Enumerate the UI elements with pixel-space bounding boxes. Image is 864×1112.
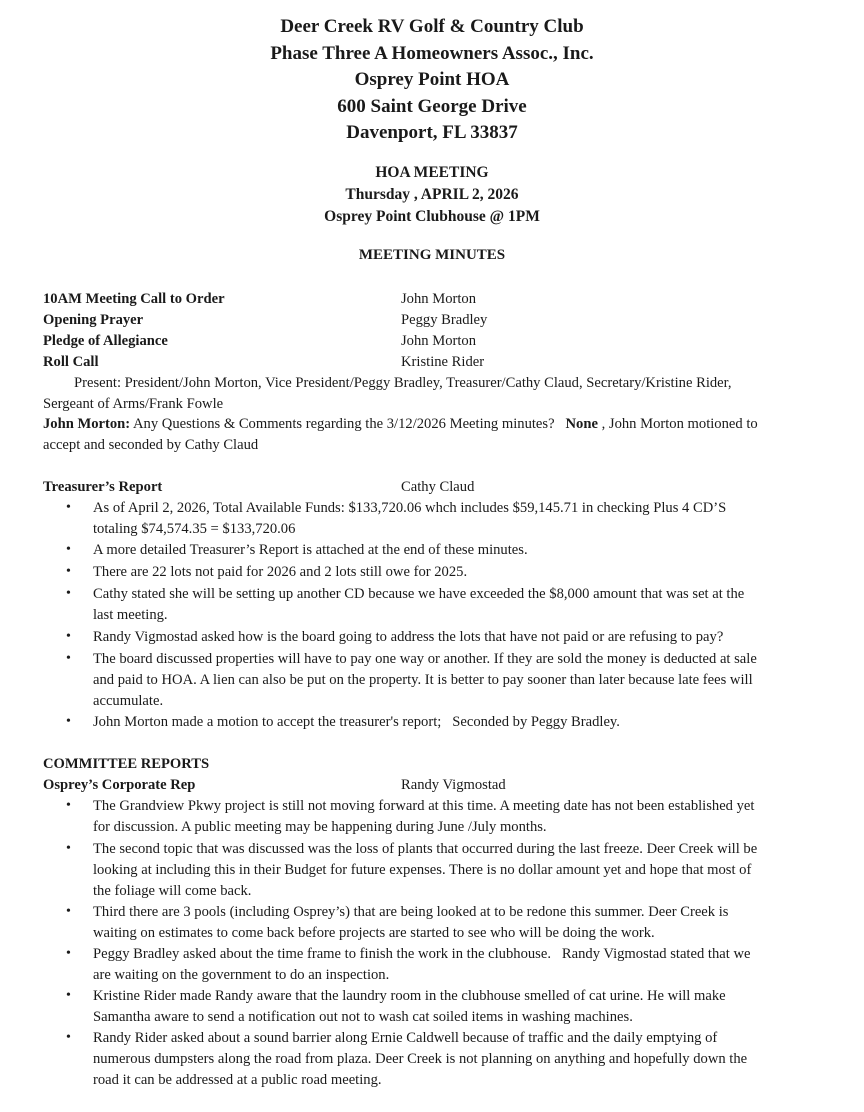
list-item — [93, 986, 818, 1028]
list-item — [93, 796, 818, 838]
minutes-title: MEETING MINUTES — [358, 247, 506, 263]
committee-person: Randy Vigmostad — [401, 777, 506, 793]
list-item-line: the foliage will come back. — [93, 882, 252, 899]
agenda-label: Roll Call — [43, 354, 99, 370]
list-item-line: • There are 22 lots not paid for 2026 and 2 lots still owe for 2025. — [93, 564, 468, 580]
meeting-location: Osprey Point Clubhouse @ 1PM — [324, 208, 540, 225]
approval-text: Any Questions & Comments regarding the 3/12/2026 Meeting minutes? — [130, 416, 566, 432]
list-item — [93, 584, 818, 626]
list-item-line: road it can be addressed at a public road meeting. — [93, 1071, 382, 1088]
approval-text-end: , John Morton motioned to — [597, 416, 758, 432]
committee-title: COMMITTEE REPORTS — [43, 756, 210, 772]
list-item-line: • As of April 2, 2026, Total Available Funds: $133,720.06 whch includes $59,145.71 in checking Plus 4 CD’S — [93, 500, 727, 516]
list-item-line: accumulate. — [93, 692, 164, 709]
approval-none: None — [565, 416, 598, 432]
meeting-date: Thursday , APRIL 2, 2026 — [345, 186, 519, 203]
org-name: Deer Creek RV Golf & Country Club — [280, 16, 584, 37]
list-item-line: totaling $74,574.35 = $133,720.06 — [93, 520, 296, 537]
organization-header — [0, 14, 864, 147]
city-state-zip: Davenport, FL 33837 — [346, 122, 518, 143]
list-item-line: last meeting. — [93, 606, 168, 623]
list-item-line: • Peggy Bradley asked about the time frame to finish the work in the clubhouse. Randy Vigmostad stated that we — [93, 946, 751, 962]
list-item-line: • John Morton made a motion to accept the treasurer's report; Seconded by Peggy Bradley. — [93, 714, 620, 730]
list-item-line: • A more detailed Treasurer’s Report is attached at the end of these minutes. — [93, 542, 528, 558]
agenda-person: Peggy Bradley — [401, 312, 488, 328]
agenda-person: John Morton — [401, 333, 476, 349]
list-item-line: looking at including this in their Budget for future expenses. There is no dollar amount yet and hope that most of — [93, 861, 752, 878]
list-item-line: • Randy Vigmostad asked how is the board going to address the lots that have not paid or are refusing to pay? — [93, 629, 724, 645]
list-item — [93, 944, 818, 986]
list-item-line: • The Grandview Pkwy project is still not moving forward at this time. A meeting date has not been established yet — [93, 798, 755, 814]
list-item — [93, 839, 818, 901]
list-item-line: waiting on estimates to come back before projects are started to see who will be doing the work. — [93, 924, 655, 941]
approval-line: accept and seconded by Cathy Claud — [43, 436, 259, 453]
attendance-line: Sergeant of Arms/Frank Fowle — [43, 395, 224, 412]
list-item-line: numerous dumpsters along the road from plaza. Deer Creek is not planning on anything and hopefully down the — [93, 1050, 748, 1067]
agenda-person: John Morton — [401, 291, 476, 307]
attendance-paragraph — [43, 373, 818, 415]
minutes-approval-paragraph — [43, 414, 818, 456]
list-item — [93, 649, 818, 711]
agenda-label: 10AM Meeting Call to Order — [43, 291, 225, 307]
street-address: 600 Saint George Drive — [337, 95, 527, 117]
list-item-line: and paid to HOA. A lien can also be put on the property. It is better to pay sooner than later because late fees will — [93, 671, 753, 688]
list-item-line: • Cathy stated she will be setting up another CD because we have exceeded the $8,000 amount that was set at the — [93, 586, 745, 602]
list-item — [93, 902, 818, 944]
list-item-line: • The second topic that was discussed was the loss of plants that occurred during the last freeze. Deer Creek will be — [93, 841, 758, 857]
agenda-label: Opening Prayer — [43, 312, 144, 328]
committee-label: Osprey’s Corporate Rep — [43, 777, 196, 793]
list-item-line: • Randy Rider asked about a sound barrier along Ernie Caldwell because of traffic and the daily emptying of — [93, 1030, 718, 1046]
list-item-line: • Kristine Rider made Randy aware that the laundry room in the clubhouse smelled of cat urine. He will make — [93, 988, 726, 1004]
list-item — [93, 712, 818, 733]
agenda-person: Kristine Rider — [401, 354, 485, 370]
speaker-name: John Morton: — [43, 416, 131, 432]
list-item — [93, 627, 818, 648]
association-name: Phase Three A Homeowners Assoc., Inc. — [270, 42, 594, 64]
meeting-info — [0, 162, 864, 228]
hoa-name: Osprey Point HOA — [354, 69, 510, 90]
treasurer-person: Cathy Claud — [401, 479, 475, 495]
list-item-line: • Third there are 3 pools (including Osprey’s) that are being looked at to be redone this summer. Deer Creek is — [93, 904, 729, 920]
meeting-type: HOA MEETING — [375, 164, 489, 181]
list-item — [93, 1028, 818, 1090]
list-item-line: • The board discussed properties will have to pay one way or another. If they are sold the money is deducted at sale — [93, 651, 757, 667]
agenda-label: Pledge of Allegiance — [43, 333, 168, 349]
list-item — [93, 540, 818, 561]
list-item-line: are waiting on the government to do an inspection. — [93, 966, 390, 983]
list-item — [93, 498, 818, 540]
attendance-line: Present: President/John Morton, Vice President/Peggy Bradley, Treasurer/Cathy Claud, Secretary/Kristine Rider, — [74, 375, 732, 391]
list-item-line: Samantha aware to send a notification out not to wash cat soiled items in washing machines. — [93, 1008, 633, 1025]
treasurer-label: Treasurer’s Report — [43, 479, 163, 495]
list-item-line: for discussion. A public meeting may be happening during June /July months. — [93, 818, 547, 835]
list-item — [93, 562, 818, 583]
